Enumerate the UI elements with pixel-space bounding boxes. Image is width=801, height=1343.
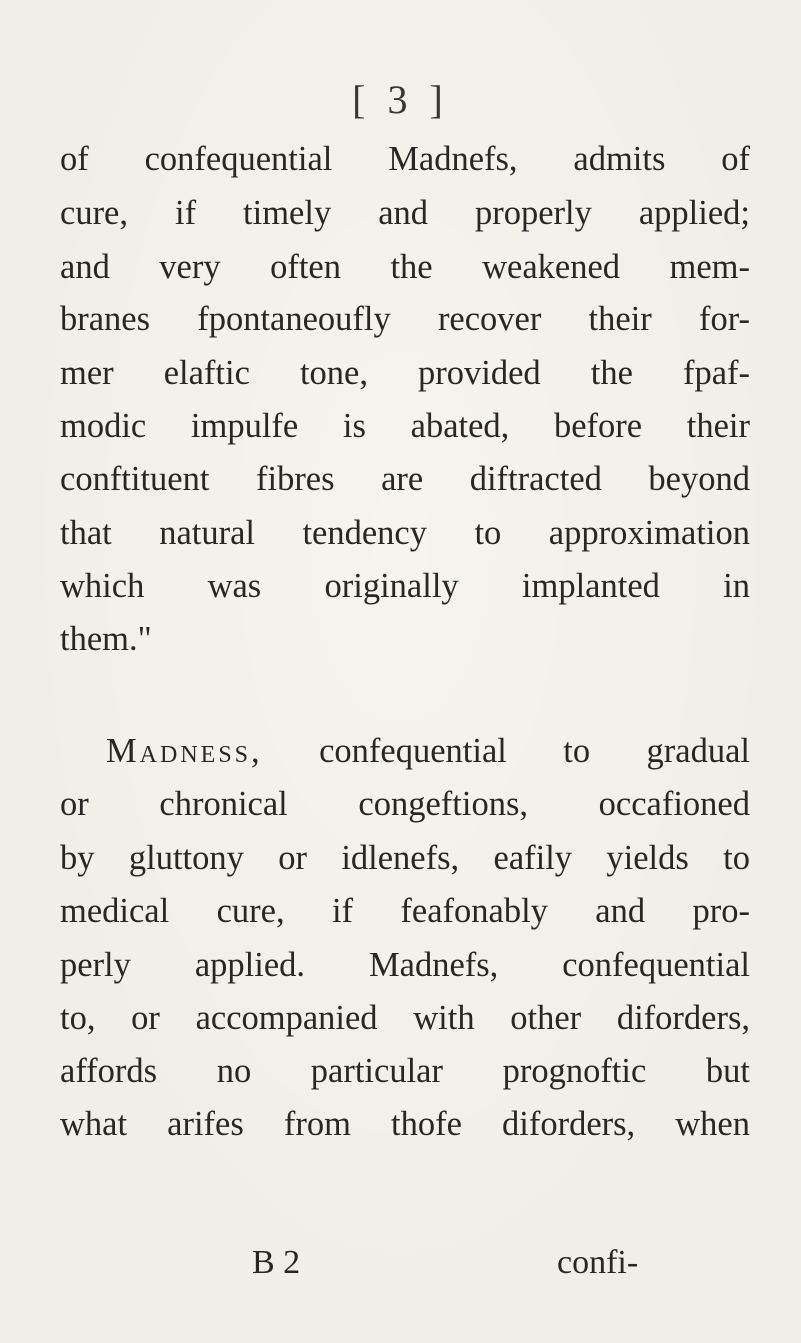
text-line: mer elaftic tone, provided the fpaf- <box>60 354 750 392</box>
text-line: or chronical congeftions, occafioned <box>60 785 750 823</box>
signature-mark: B 2 <box>252 1244 301 1281</box>
text-line: conftituent fibres are diftracted beyond <box>60 460 750 498</box>
text-line: by gluttony or idlenefs, eafily yields to <box>60 839 750 877</box>
text-line-rest: confequential to gradual <box>262 732 750 770</box>
text-line: medical cure, if feafonably and pro- <box>60 892 750 930</box>
text-line: which was originally implanted in <box>60 567 750 605</box>
text-line: modic impulfe is abated, before their <box>60 407 750 445</box>
catchword: confi- <box>557 1244 639 1281</box>
text-line: cure, if timely and properly applied; <box>60 194 750 232</box>
page-number: [ 3 ] <box>352 77 449 122</box>
text-line: what arifes from thofe diforders, when <box>60 1105 750 1143</box>
text-line: them." <box>60 620 152 658</box>
text-line: to, or accompanied with other diforders, <box>60 999 750 1037</box>
text-line: affords no particular prognoftic but <box>60 1052 750 1090</box>
text-line: and very often the weakened mem- <box>60 248 750 286</box>
text-line: that natural tendency to approximation <box>60 514 750 552</box>
text-line-lead <box>106 734 750 769</box>
lead-word: Madness, <box>106 732 263 770</box>
text-line: perly applied. Madnefs, confequential <box>60 946 750 984</box>
text-line: branes fpontaneoufly recover their for- <box>60 300 750 338</box>
text-line: of confequential Madnefs, admits of <box>60 140 750 178</box>
